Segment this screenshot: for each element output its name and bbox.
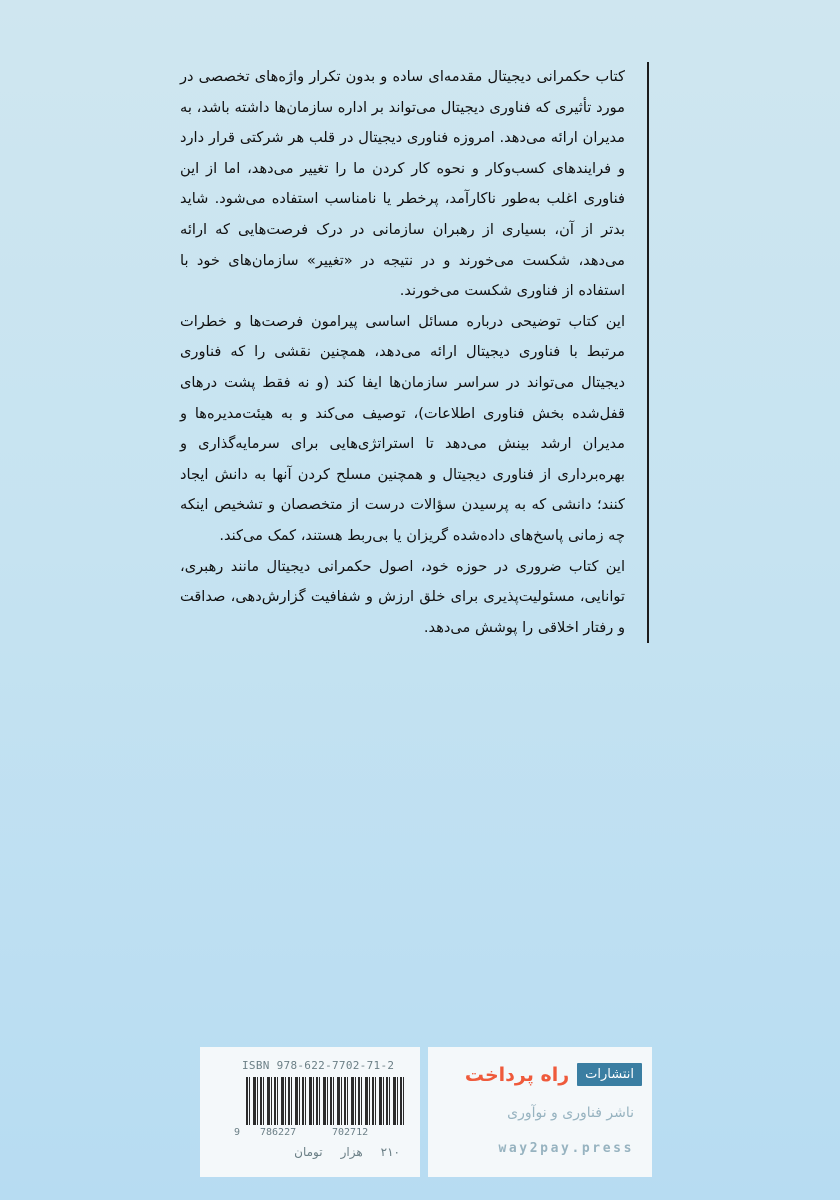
blurb-paragraph-3: این کتاب ضروری در حوزه خود، اصول حکمرانی دیجیتال مانند رهبری، توانایی، مسئولیت‌پذیری برای خلق ارزش و شفافیت گزارش‌دهی، صداقت و رفتار اخلاقی را پوشش می‌دهد. xyxy=(180,557,625,636)
publisher-tagline: ناشر فناوری و نوآوری xyxy=(507,1105,634,1121)
barcode-digit-lead: 9 xyxy=(234,1127,241,1138)
publisher-label: انتشارات xyxy=(577,1063,642,1086)
barcode-digits-group-2: 702712 xyxy=(332,1127,369,1138)
barcode-image xyxy=(246,1077,406,1125)
publisher-logo xyxy=(465,1063,642,1086)
blurb-paragraph-2: این کتاب توضیحی درباره مسائل اساسی پیرامون فرصت‌ها و خطرات مرتبط با فناوری دیجیتال ارائه می‌دهد، همچنین نقشی را که فناوری دیجیتال می‌تواند در سراسر سازمان‌ها ایفا کند (و نه فقط پشت درهای قفل‌شده بخش فناوری اطلاعات)، توصیف می‌کند و به هیئت‌مدیره‌ها و مدیران ارشد بینش می‌دهد تا استراتژی‌هایی برای سرمایه‌گذاری و بهره‌برداری از فناوری دیجیتال و همچنین مسلح کردن آنها به دانش ایجاد کنند؛ دانشی که به پرسیدن سؤالات درست از متخصصان و تشخیص اینکه چه زمانی پاسخ‌های داده‌شده گریزان یا بی‌ربط هستند، کمک می‌کند. xyxy=(180,312,625,544)
blurb-paragraph-1: کتاب حکمرانی دیجیتال مقدمه‌ای ساده و بدون تکرار واژه‌های تخصصی در مورد تأثیری که فناوری دیجیتال می‌تواند بر اداره سازمان‌ها داشته باشد، به مدیران ارائه می‌دهد. امروزه فناوری دیجیتال در قلب هر شرکتی قرار دارد و فرایندهای کسب‌وکار و نحوه کار کردن ما را تغییر می‌دهد، اما از این فناوری اغلب به‌طور ناکارآمد، پرخطر یا نامناسب استفاده می‌شود. شاید بدتر از آن، بسیاری از رهبران سازمانی در درک فرصت‌هایی که ارائه می‌دهد، شکست می‌خورند و در نتیجه در «تغییر» سازمان‌های خود با استفاده از فناوری شکست می‌خورند. xyxy=(180,68,625,300)
back-cover-blurb xyxy=(180,62,649,643)
publisher-panel xyxy=(428,1047,652,1177)
isbn-number: ISBN 978-622-7702-71-2 xyxy=(242,1059,395,1072)
barcode-panel xyxy=(200,1047,420,1177)
publisher-name: راه پرداخت xyxy=(464,1063,570,1086)
price-unit-toman: تومان xyxy=(294,1145,323,1159)
barcode-digits-group-1: 786227 xyxy=(260,1127,297,1138)
price-unit-thousand: هزار xyxy=(340,1145,363,1159)
price xyxy=(220,1145,400,1159)
publisher-website: way2pay.press xyxy=(498,1141,634,1156)
price-amount: ۲۱۰ xyxy=(380,1145,400,1159)
